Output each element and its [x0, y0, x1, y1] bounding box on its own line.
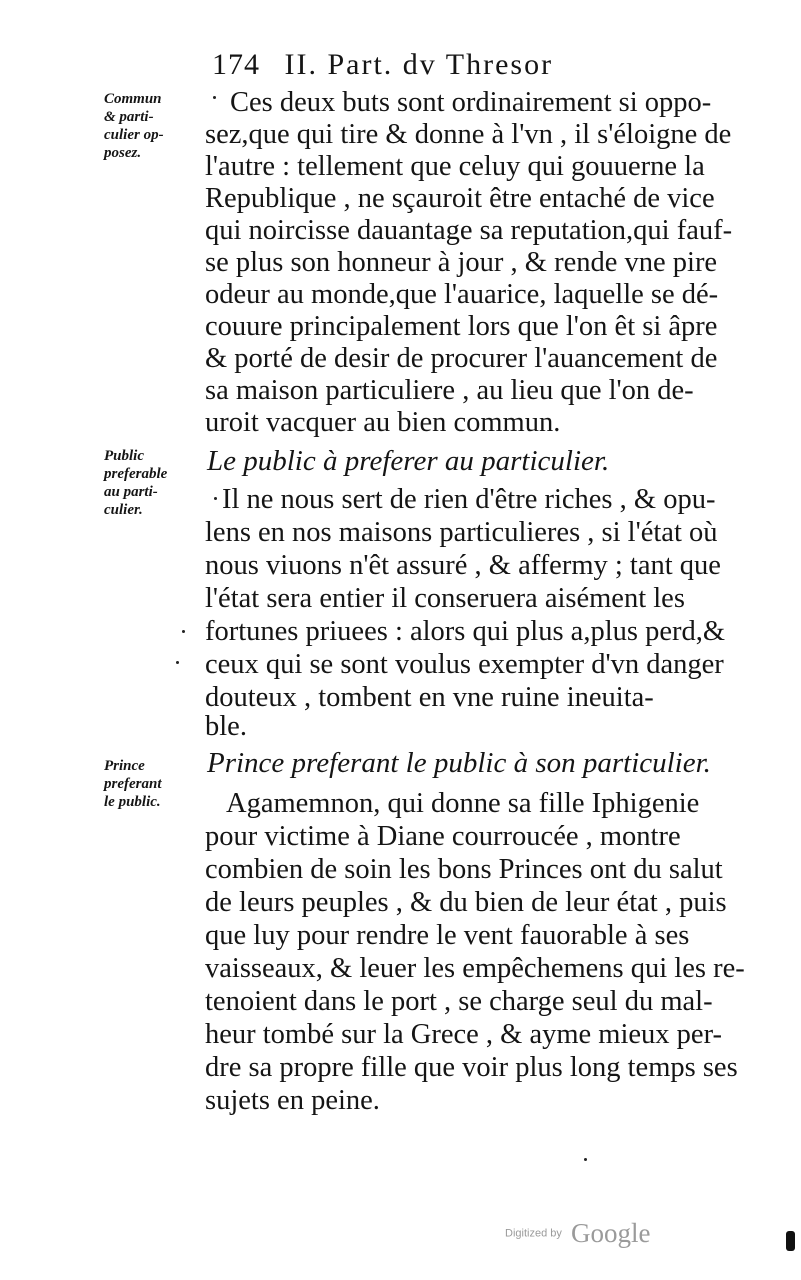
body-line: ceux qui se sont voulus exempter d'vn danger: [205, 649, 724, 680]
page-header: [212, 48, 682, 88]
margin-note-prince: [104, 757, 202, 811]
body-line: qui noircisse dauantage sa reputation,qui fauf-: [205, 215, 733, 246]
margin-note-line: preferant: [104, 776, 162, 792]
body-line: sujets en peine.: [205, 1085, 380, 1116]
margin-note-line: Commun: [104, 91, 162, 107]
margin-note-line: au parti-: [104, 484, 158, 500]
body-line: dre sa propre fille que voir plus long temps ses: [205, 1052, 738, 1083]
watermark-brand: Google: [570, 1218, 651, 1248]
body-line: nous viuons n'êt assuré , & affermy ; tant que: [205, 550, 721, 581]
margin-note-line: Public: [104, 448, 144, 464]
body-line: Republique , ne sçauroit être entaché de vice: [205, 183, 715, 214]
body-line: tenoient dans le port , se charge seul du mal-: [205, 986, 713, 1017]
body-line: que luy pour rendre le vent fauorable à ses: [205, 920, 690, 951]
margin-note-line: posez.: [104, 145, 142, 161]
body-line: heur tombé sur la Grece , & ayme mieux per-: [205, 1019, 722, 1050]
body-line: combien de soin les bons Princes ont du salut: [205, 854, 723, 885]
body-line: l'état sera entier il conseruera aisément les: [205, 583, 685, 614]
body-line: & porté de desir de procurer l'auancement de: [205, 343, 718, 374]
body-line: Agamemnon, qui donne sa fille Iphigenie: [226, 788, 700, 819]
body-line: l'autre : tellement que celuy qui gouuerne la: [205, 151, 705, 182]
body-line: pour victime à Diane courroucée , montre: [205, 821, 681, 852]
scan-edge-mark: [786, 1231, 795, 1251]
body-line: vaisseaux, & leuer les empêchemens qui les re-: [205, 953, 745, 984]
body-line: sez,que qui tire & donne à l'vn , il s'éloigne de: [205, 119, 732, 150]
ink-speck: [213, 96, 216, 99]
body-line: se plus son honneur à jour , & rende vne pire: [205, 247, 718, 278]
running-title: II. Part. dv Thresor: [284, 48, 554, 81]
margin-note-public: [104, 447, 202, 519]
margin-note-line: culier.: [104, 502, 143, 518]
margin-note-line: Prince: [104, 758, 145, 774]
body-line: couure principalement lors que l'on êt si âpre: [205, 311, 718, 342]
body-line: sa maison particuliere , au lieu que l'on de-: [205, 375, 694, 406]
body-line: lens en nos maisons particulieres , si l'état où: [205, 517, 718, 548]
margin-note-line: culier op-: [104, 127, 164, 143]
body-line: uroit vacquer au bien commun.: [205, 407, 561, 438]
page-number: 174: [212, 48, 260, 81]
body-line: fortunes priuees : alors qui plus a,plus perd,&: [205, 616, 726, 647]
digitized-by-google-watermark: [505, 1218, 675, 1248]
ink-speck: [176, 661, 179, 664]
section-heading: Le public à preferer au particulier.: [207, 445, 610, 477]
body-line: Il ne nous sert de rien d'être riches , & opu-: [222, 484, 716, 515]
margin-note-line: le public.: [104, 794, 161, 810]
body-line: odeur au monde,que l'auarice, laquelle se dé-: [205, 279, 719, 310]
body-line: Ces deux buts sont ordinairement si oppo-: [230, 87, 712, 118]
body-line: de leurs peuples , & du bien de leur état , puis: [205, 887, 727, 918]
margin-note-commun: [104, 90, 202, 162]
body-line: douteux , tombent en vne ruine ineuita-: [205, 682, 654, 713]
ink-speck: [182, 630, 185, 633]
ink-speck: [584, 1158, 587, 1161]
watermark-prefix: Digitized by: [505, 1227, 562, 1240]
margin-note-line: & parti-: [104, 109, 154, 125]
ink-speck: [214, 497, 217, 500]
margin-note-line: preferable: [104, 466, 168, 482]
section-heading: Prince preferant le public à son particulier.: [207, 747, 711, 779]
body-line: ble.: [205, 711, 247, 742]
